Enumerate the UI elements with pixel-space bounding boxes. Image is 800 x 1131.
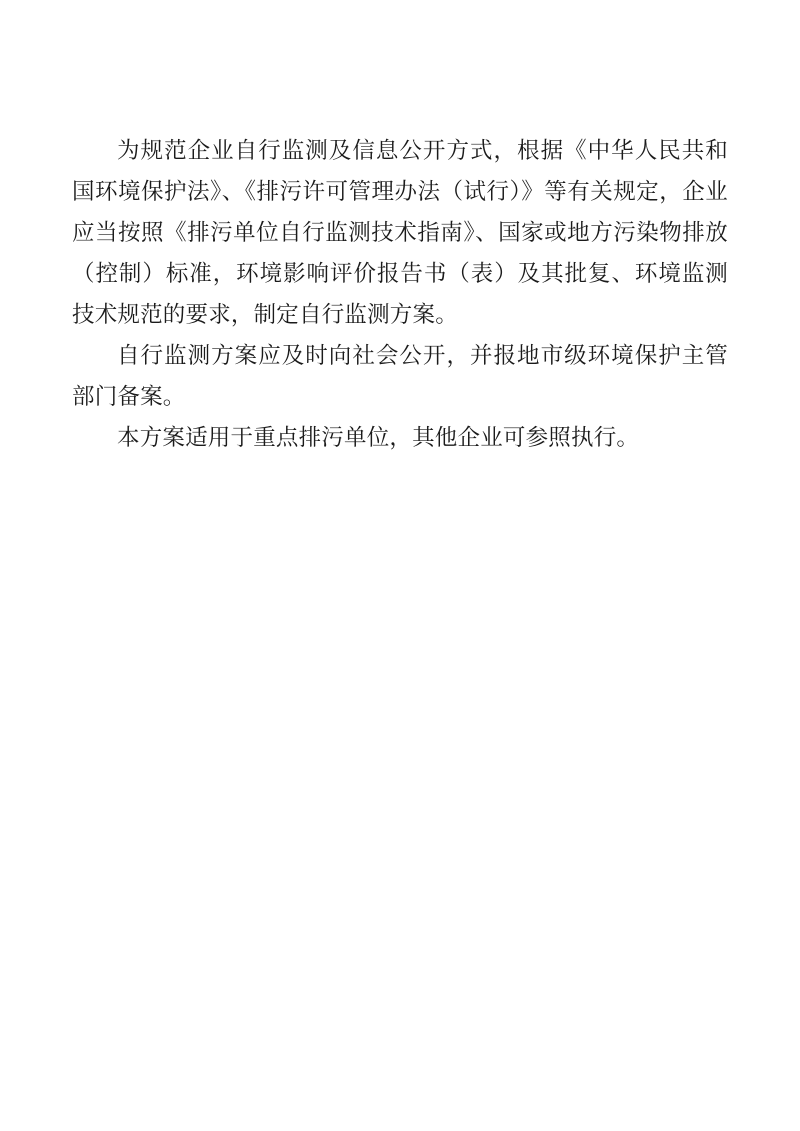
paragraph-2: 自行监测方案应及时向社会公开，并报地市级环境保护主管部门备案。 xyxy=(72,343,728,409)
paragraph-1: 为规范企业自行监测及信息公开方式，根据《中华人民共和国环境保护法》、《排污许可管理办法（试行）》等有关规定，企业应当按照《排污单位自行监测技术指南》、国家或地方污染物排放（控制）标准，环境影响评价报告书（表）及其批复、环境监测技术规范的要求，制定自行监测方案。 xyxy=(72,138,728,327)
document-body xyxy=(72,130,728,458)
paragraph-3: 本方案适用于重点排污单位，其他企业可参照执行。 xyxy=(117,425,640,450)
